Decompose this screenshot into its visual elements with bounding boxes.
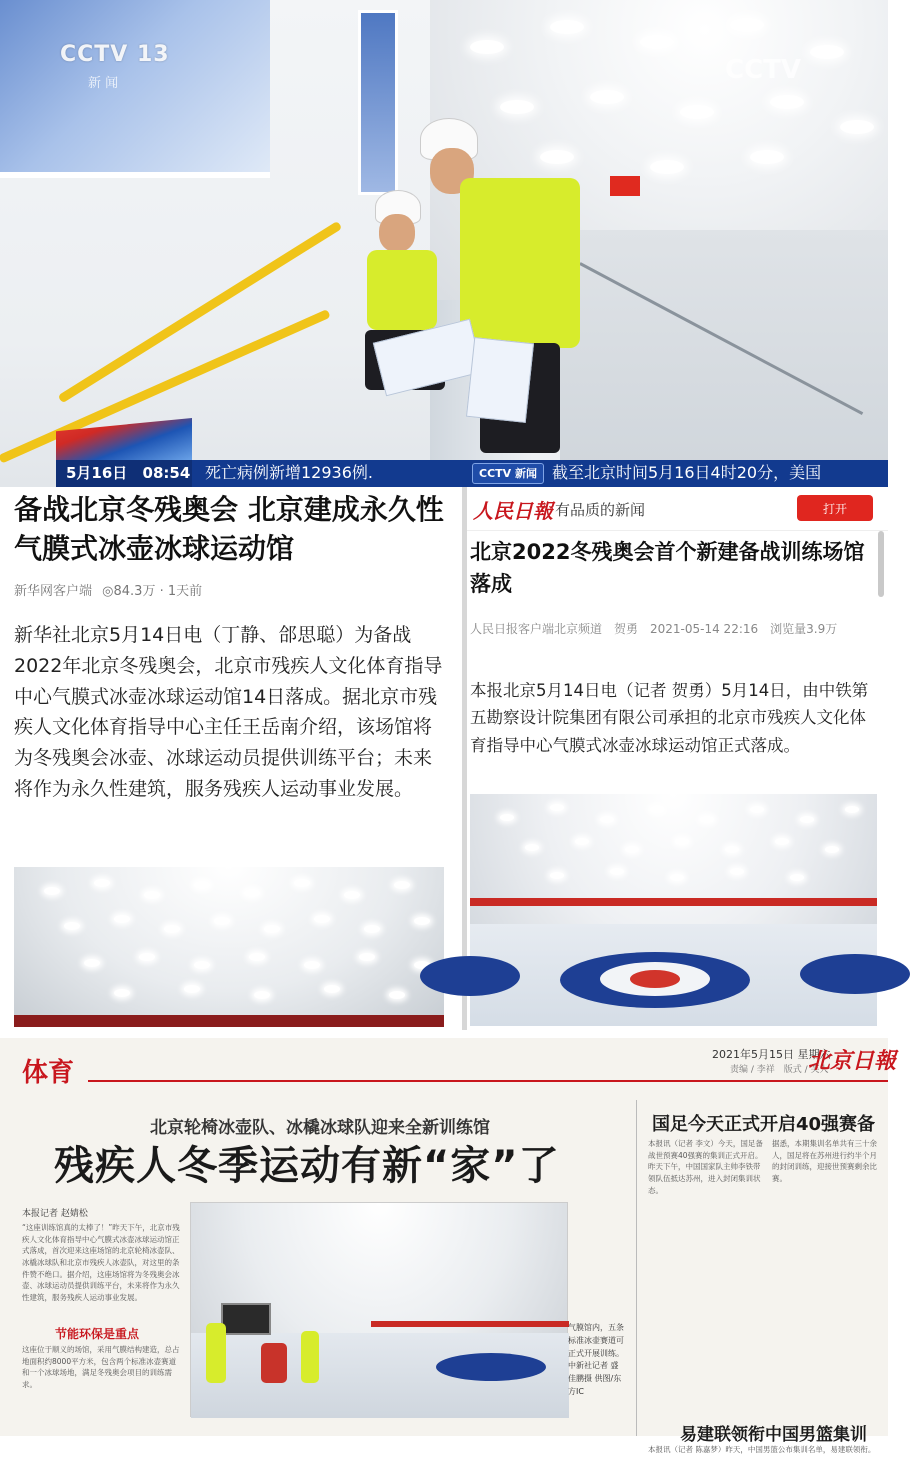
story-kicker: 北京轮椅冰壶队、冰橇冰球队迎来全新训练馆: [150, 1118, 490, 1138]
newspaper-photo[interactable]: [190, 1202, 568, 1417]
ticker-text-left: 死亡病例新增12936例.: [205, 463, 373, 482]
side-column-1: 本报讯（记者 李文）今天，国足备战世预赛40强赛的集训正式开启。昨天下午，中国国家队主帅李铁带领队伍抵达苏州，进入封闭集训状态。: [648, 1139, 763, 1195]
side-story-headline-2: 易建联领衔中国男篮集训: [680, 1425, 867, 1445]
xinhua-article: [0, 487, 462, 1030]
ticker-date: 5月16日: [66, 464, 128, 482]
section-title: 体育: [22, 1058, 75, 1088]
page-gap: [0, 1030, 888, 1038]
newspaper-page: [0, 1030, 897, 1454]
channel-sub: 新 闻: [88, 76, 119, 91]
side-story-headline: 国足今天正式开启40强赛备: [652, 1114, 876, 1135]
section-rule: [88, 1080, 888, 1082]
wall-poster: [0, 0, 270, 178]
wall-banner: [358, 10, 398, 195]
ticker-time: 08:54: [142, 464, 191, 482]
story-byline: 本报记者 赵婧松: [22, 1209, 88, 1219]
story-headline: 残疾人冬季运动有新“家”了: [54, 1143, 560, 1189]
side-column-2: 据悉，本期集训名单共有三十余人，国足将在苏州进行约半个月的封闭训练，迎接世预赛剩余比赛。: [772, 1139, 877, 1183]
ticker-chip: CCTV 新闻: [472, 463, 544, 484]
blueprint-2: [466, 337, 534, 423]
beijing-daily-masthead: 北京日報: [808, 1048, 897, 1074]
app-banner: [467, 487, 888, 531]
article-source[interactable]: 新华网客户端: [14, 584, 93, 599]
peoples-daily-logo: 人民日報: [473, 499, 553, 523]
article-title: 北京2022冬残奥会首个新建备战训练场馆落成: [470, 540, 865, 596]
eye-icon: ◎: [102, 584, 114, 599]
story-column-3: [320, 1420, 620, 1434]
article-meta: [14, 580, 202, 599]
article-body: 本报北京5月14日电（记者 贺勇）5月14日，由中铁第五勘察设计院集团有限公司承担的北京市残疾人文化体育指导中心气膜式冰壶冰球运动馆正式落成。: [470, 681, 869, 755]
article-photo[interactable]: [470, 794, 877, 1026]
article-meta: 人民日报客户端北京频道 贺勇 2021-05-14 22:16 浏览量3.9万: [470, 622, 838, 636]
flag: [610, 176, 640, 196]
article-photo[interactable]: [14, 867, 444, 1027]
story-subhead: 节能环保是重点: [55, 1327, 140, 1341]
article-time: · 1天前: [159, 584, 203, 599]
story-column-1: “这座训练馆真的太棒了！”昨天下午，北京市残疾人文化体育指导中心气膜式冰壶冰球运动馆正式落成，首次迎来这座场馆的北京轮椅冰壶队、冰橇冰球队和北京市残疾人冰壶队，对这里的条件赞不绝口。据介绍，这座场馆将为冬残奥会冰壶、冰球运动员提供训练平台，未来将作为永久性建筑，服务残疾人运动事业发展。: [22, 1223, 180, 1302]
ticker-datetime: [56, 460, 192, 487]
tv-broadcast-frame: [0, 0, 888, 487]
side-column-3: 本报讯（记者 陈嘉梦）昨天，中国男篮公布集训名单，易建联领衔。: [648, 1445, 876, 1454]
scrollbar[interactable]: [878, 531, 884, 597]
article-body: 新华社北京5月14日电（丁静、郃思聪）为备战2022年北京冬残奥会，北京市残疾人文化体育指导中心气膜式冰壶冰球运动馆14日落成。据北京市残疾人文化体育指导中心主任王岳南介绍，该场馆将为冬残奥会冰壶、冰球运动员提供训练平台；未来将作为永久性建筑，服务残疾人运动事业发展。: [14, 624, 443, 800]
corner-logo: CCTV: [725, 55, 802, 85]
column-rule: [636, 1100, 637, 1436]
ice-floor: [560, 230, 888, 487]
story-column-2: 这座位于顺义的场馆，采用气膜结构建造，总占地面积约8000平方米，包含两个标准冰壶赛道和一个冰球场地，满足冬残奥会项目的训练需求。: [22, 1345, 180, 1389]
banner-slogan: 有品质的新闻: [555, 501, 646, 519]
article-title: 备战北京冬残奥会 北京建成永久性气膜式冰壶冰球运动馆: [14, 493, 444, 565]
article-views: 84.3万: [113, 584, 156, 599]
open-app-button[interactable]: 打开: [797, 495, 873, 521]
photo-caption: 气膜馆内，五条标准冰壶赛道可正式开展训练。中新社记者 盛佳鹏摄 供图/东方IC: [568, 1323, 624, 1396]
peoples-daily-article: [467, 487, 888, 1030]
publication-date: 2021年5月15日 星期六: [712, 1048, 831, 1061]
editors-line: 责编 / 李祥 版式 / 笑人: [730, 1065, 829, 1075]
channel-logo: CCTV 13: [60, 42, 170, 67]
ticker-text-right: 截至北京时间5月16日4时20分，美国: [552, 463, 822, 482]
